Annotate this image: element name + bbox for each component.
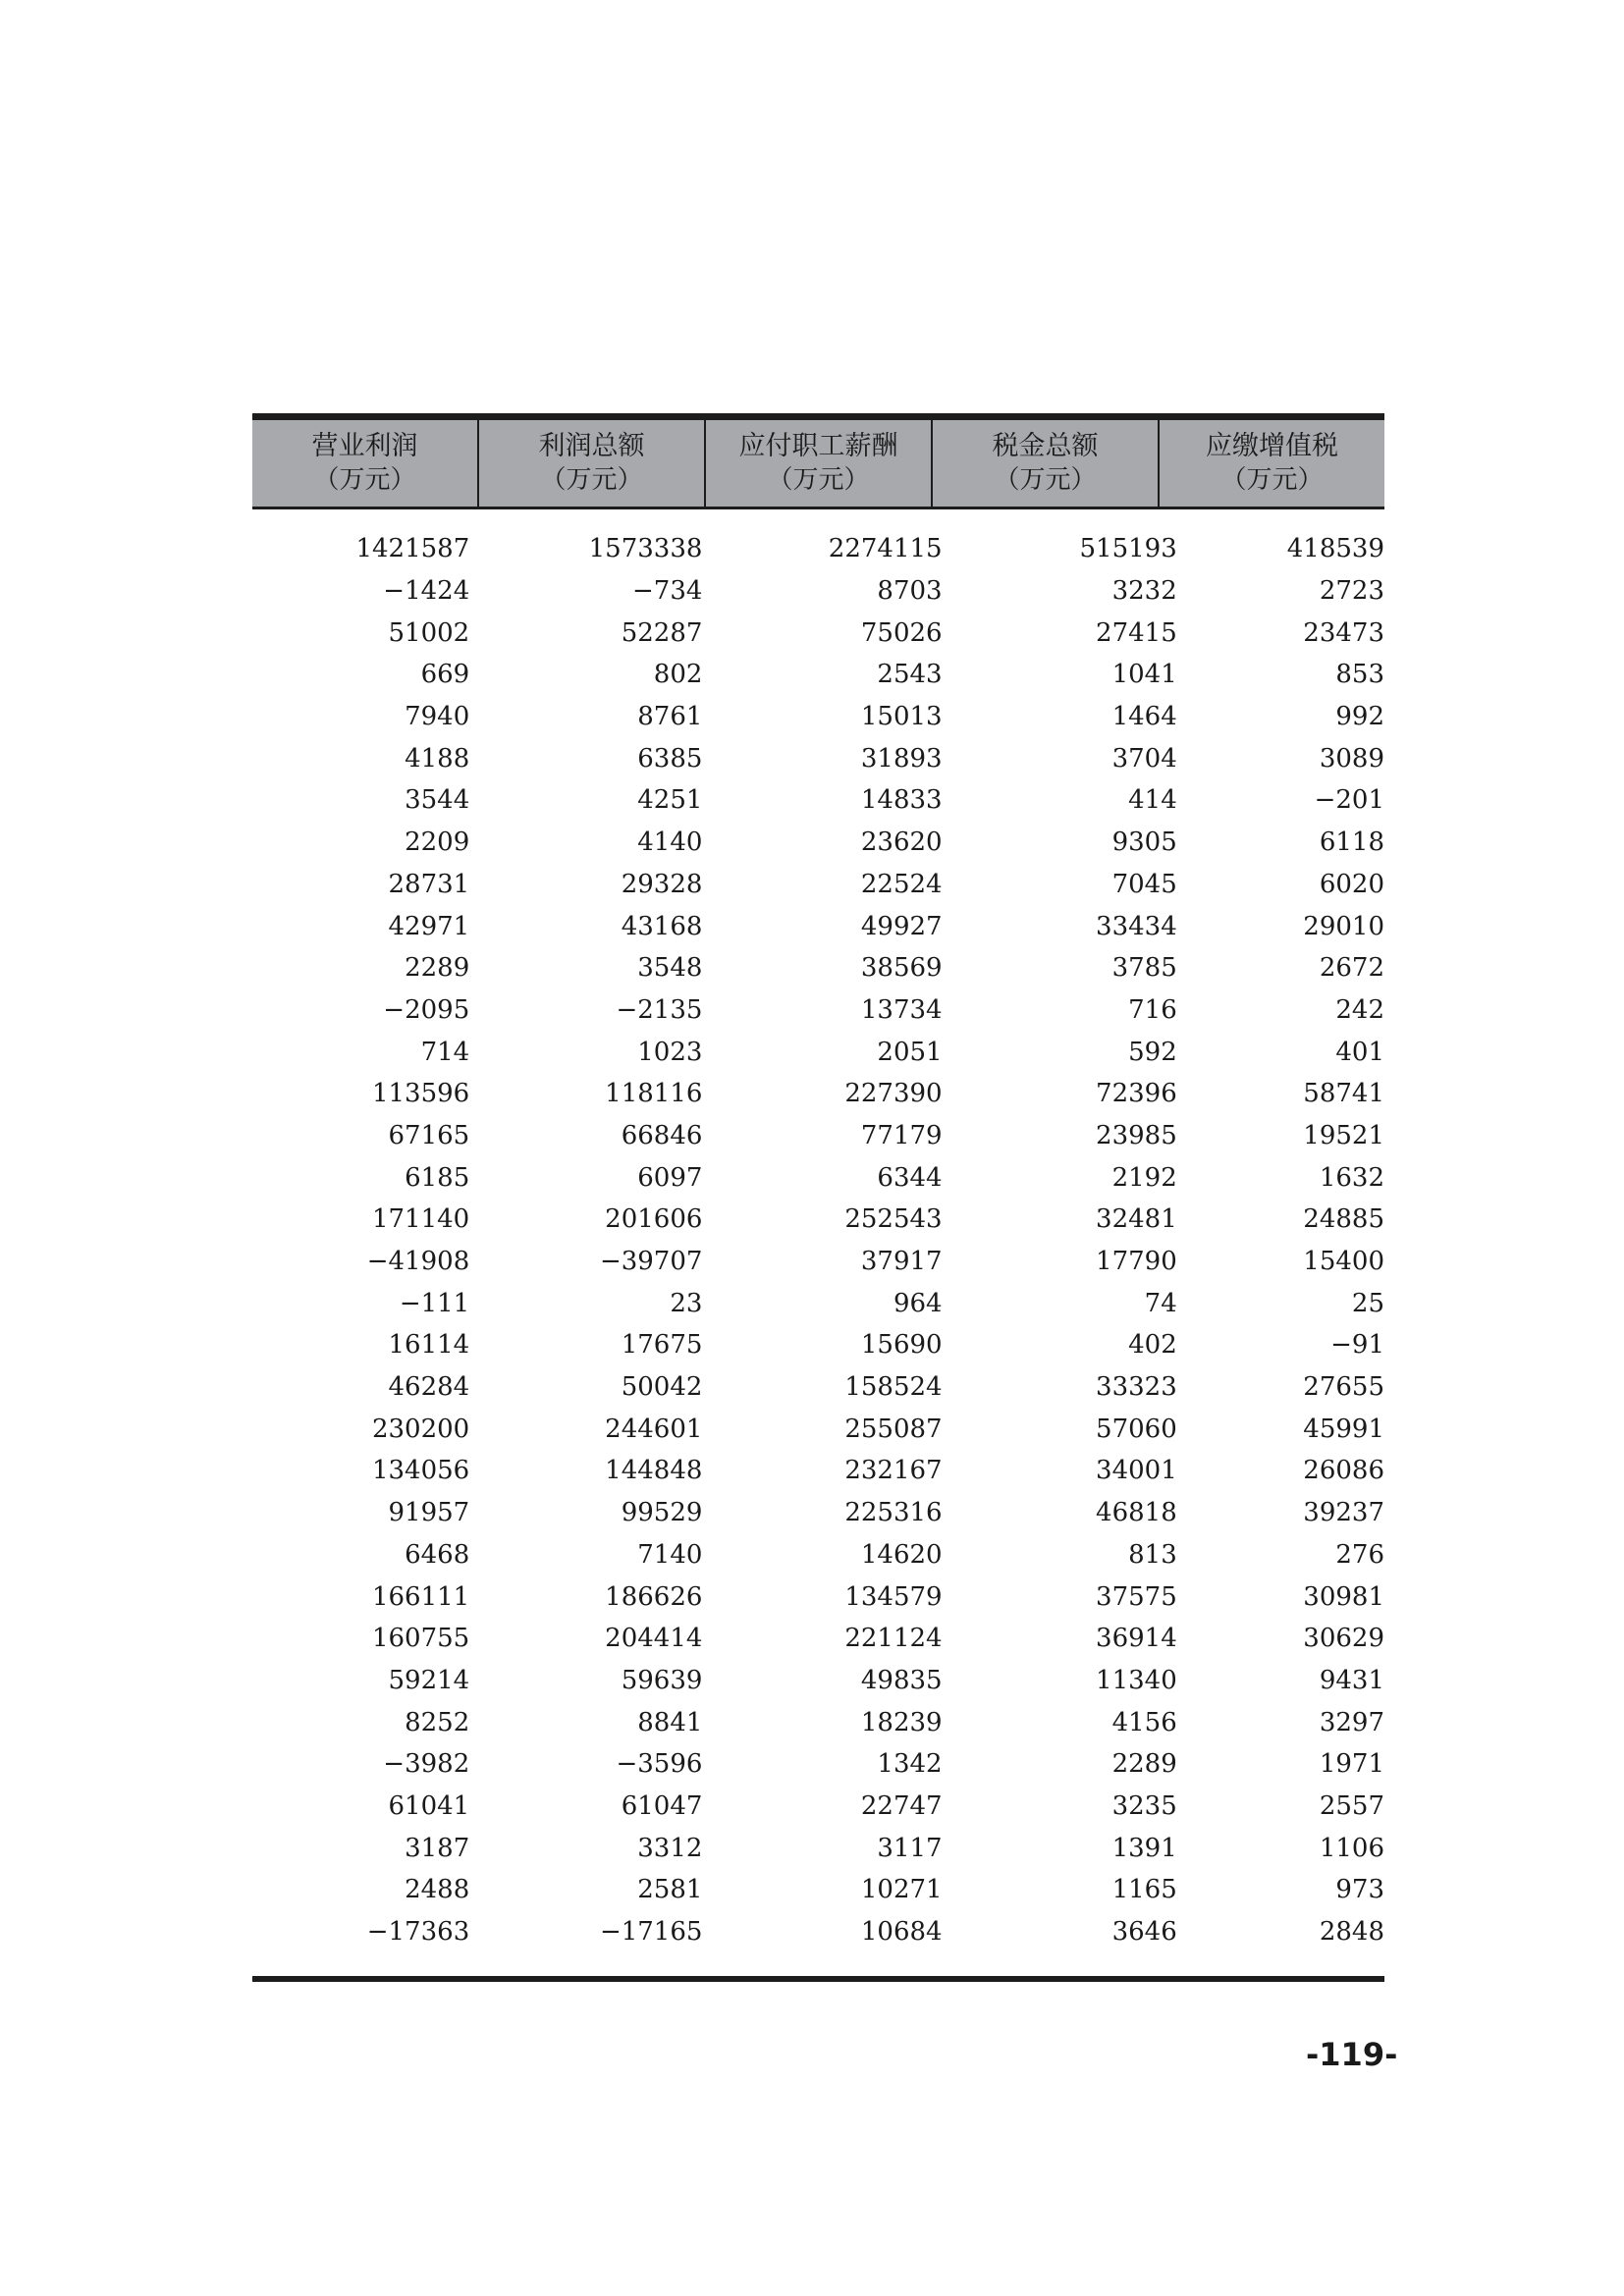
table-row <box>252 1660 1384 1702</box>
table-cell: 36914 <box>1096 1624 1177 1654</box>
table-cell: −2095 <box>383 994 470 1025</box>
table-cell: 3232 <box>1111 576 1177 607</box>
table-cell: 2581 <box>637 1875 703 1905</box>
table-cell: 2672 <box>1319 953 1385 984</box>
table-cell: 61041 <box>388 1790 470 1821</box>
table-cell: 3117 <box>877 1833 943 1863</box>
table-row <box>252 864 1384 906</box>
table-cell: 15013 <box>860 702 943 732</box>
table-cell: 30981 <box>1303 1581 1385 1612</box>
table-cell: 166111 <box>371 1581 470 1612</box>
table-row <box>252 989 1384 1032</box>
table-cell: 34001 <box>1096 1456 1177 1486</box>
table-cell: 3187 <box>405 1833 470 1863</box>
table-cell: 18239 <box>860 1707 943 1737</box>
table-cell: 4156 <box>1111 1707 1177 1737</box>
table-cell: 171140 <box>371 1204 470 1235</box>
table-cell: 61047 <box>621 1790 703 1821</box>
table-cell: 6185 <box>405 1162 470 1193</box>
table-row <box>252 1324 1384 1366</box>
table-cell: 255087 <box>844 1414 943 1444</box>
table-cell: 15690 <box>860 1330 943 1361</box>
table-row <box>252 1450 1384 1492</box>
table-cell: 99529 <box>621 1498 703 1528</box>
table-cell: 2289 <box>405 953 470 984</box>
table-cell: 19521 <box>1303 1120 1385 1150</box>
table-cell: 27415 <box>1096 617 1177 648</box>
table-cell: −111 <box>399 1288 470 1318</box>
data-table <box>252 413 1384 1982</box>
table-row <box>252 947 1384 989</box>
table-cell: 3235 <box>1111 1790 1177 1821</box>
table-cell: 186626 <box>605 1581 703 1612</box>
table-cell: 160755 <box>371 1624 470 1654</box>
table-cell: 8703 <box>877 576 943 607</box>
table-cell: 3785 <box>1111 953 1177 984</box>
table-cell: −3982 <box>383 1749 470 1780</box>
table-row <box>252 1073 1384 1115</box>
table-cell: 51002 <box>388 617 470 648</box>
table-cell: 58741 <box>1303 1079 1385 1109</box>
table-cell: 26086 <box>1303 1456 1385 1486</box>
table-cell: 33323 <box>1096 1372 1177 1403</box>
table-row <box>252 1575 1384 1618</box>
table-cell: 29328 <box>621 869 703 899</box>
table-cell: −17363 <box>366 1917 470 1948</box>
column-unit: （万元） <box>540 465 643 495</box>
table-cell: −91 <box>1330 1330 1385 1361</box>
table-row <box>252 1743 1384 1786</box>
table-header <box>252 420 1384 509</box>
table-cell: 24885 <box>1303 1204 1385 1235</box>
table-cell: 1041 <box>1111 660 1177 690</box>
table-cell: 27655 <box>1303 1372 1385 1403</box>
column-header <box>479 420 706 507</box>
table-cell: 134056 <box>371 1456 470 1486</box>
table-cell: 3297 <box>1319 1707 1385 1737</box>
table-cell: 252543 <box>844 1204 943 1235</box>
table-cell: 10271 <box>860 1875 943 1905</box>
table-cell: 6118 <box>1319 828 1385 858</box>
table-cell: 13734 <box>860 994 943 1025</box>
table-row <box>252 1869 1384 1911</box>
column-title: 营业利润 <box>311 431 418 461</box>
table-cell: 52287 <box>621 617 703 648</box>
table-row <box>252 737 1384 779</box>
bottom-rule <box>252 1976 1384 1982</box>
table-cell: 37917 <box>860 1247 943 1277</box>
table-cell: 9305 <box>1111 828 1177 858</box>
table-cell: 3544 <box>405 785 470 816</box>
table-cell: 158524 <box>844 1372 943 1403</box>
table-cell: −1424 <box>383 576 470 607</box>
table-cell: 242 <box>1335 994 1385 1025</box>
column-unit: （万元） <box>767 465 870 495</box>
table-cell: 42971 <box>388 911 470 941</box>
table-cell: 964 <box>893 1288 943 1318</box>
table-row <box>252 528 1384 570</box>
table-cell: −734 <box>632 576 703 607</box>
table-cell: 1421587 <box>355 534 470 564</box>
table-cell: 28731 <box>388 869 470 899</box>
table-cell: 6385 <box>637 743 703 774</box>
table-cell: 2488 <box>405 1875 470 1905</box>
table-cell: 77179 <box>860 1120 943 1150</box>
table-row <box>252 1408 1384 1450</box>
table-cell: 2274115 <box>828 534 943 564</box>
table-row <box>252 905 1384 947</box>
table-cell: 22747 <box>860 1790 943 1821</box>
table-cell: 6468 <box>405 1539 470 1570</box>
table-row <box>252 1492 1384 1534</box>
table-cell: 17675 <box>621 1330 703 1361</box>
table-row <box>252 570 1384 613</box>
table-cell: 32481 <box>1096 1204 1177 1235</box>
table-body <box>252 509 1384 1952</box>
table-cell: 3089 <box>1319 743 1385 774</box>
table-cell: 4188 <box>405 743 470 774</box>
table-cell: 66846 <box>621 1120 703 1150</box>
table-row <box>252 1156 1384 1199</box>
table-cell: 31893 <box>860 743 943 774</box>
column-title: 应缴增值税 <box>1206 431 1338 461</box>
table-cell: 2723 <box>1319 576 1385 607</box>
table-cell: −201 <box>1314 785 1385 816</box>
table-cell: 23620 <box>860 828 943 858</box>
table-cell: 29010 <box>1303 911 1385 941</box>
table-cell: 8761 <box>637 702 703 732</box>
table-row <box>252 612 1384 654</box>
table-cell: 134579 <box>844 1581 943 1612</box>
table-cell: 418539 <box>1286 534 1385 564</box>
table-row <box>252 1282 1384 1324</box>
table-row <box>252 1911 1384 1953</box>
table-cell: 221124 <box>844 1624 943 1654</box>
table-cell: −2135 <box>616 994 703 1025</box>
table-cell: 1342 <box>877 1749 943 1780</box>
table-cell: 23473 <box>1303 617 1385 648</box>
table-cell: 2209 <box>405 828 470 858</box>
table-cell: 8252 <box>405 1707 470 1737</box>
table-row <box>252 1366 1384 1409</box>
table-row <box>252 696 1384 738</box>
top-rule <box>252 413 1384 420</box>
table-cell: 592 <box>1128 1037 1177 1067</box>
table-cell: 59214 <box>388 1665 470 1695</box>
table-cell: 230200 <box>371 1414 470 1444</box>
table-cell: −3596 <box>616 1749 703 1780</box>
table-cell: 6097 <box>637 1162 703 1193</box>
table-cell: 2543 <box>877 660 943 690</box>
table-row <box>252 779 1384 822</box>
column-unit: （万元） <box>313 465 416 495</box>
table-cell: 118116 <box>605 1079 703 1109</box>
table-cell: 25 <box>1351 1288 1385 1318</box>
table-cell: 232167 <box>844 1456 943 1486</box>
table-row <box>252 1031 1384 1073</box>
table-cell: 7045 <box>1111 869 1177 899</box>
table-cell: 16114 <box>388 1330 470 1361</box>
table-cell: 973 <box>1335 1875 1385 1905</box>
column-header <box>1160 420 1384 507</box>
table-cell: 7140 <box>637 1539 703 1570</box>
column-header <box>933 420 1160 507</box>
table-cell: 15400 <box>1303 1247 1385 1277</box>
table-cell: 227390 <box>844 1079 943 1109</box>
table-cell: 14620 <box>860 1539 943 1570</box>
table-cell: 30629 <box>1303 1624 1385 1654</box>
table-cell: 1632 <box>1319 1162 1385 1193</box>
table-cell: 14833 <box>860 785 943 816</box>
table-cell: 3704 <box>1111 743 1177 774</box>
table-cell: 515193 <box>1079 534 1177 564</box>
table-row <box>252 1701 1384 1743</box>
column-header <box>252 420 479 507</box>
table-cell: 91957 <box>388 1498 470 1528</box>
table-cell: 49835 <box>860 1665 943 1695</box>
table-cell: 23 <box>670 1288 703 1318</box>
table-cell: 2192 <box>1111 1162 1177 1193</box>
table-cell: 6020 <box>1319 869 1385 899</box>
table-row <box>252 654 1384 696</box>
table-cell: 204414 <box>605 1624 703 1654</box>
table-cell: 2848 <box>1319 1917 1385 1948</box>
table-cell: 1391 <box>1111 1833 1177 1863</box>
table-cell: 6344 <box>877 1162 943 1193</box>
table-cell: 45991 <box>1303 1414 1385 1444</box>
table-cell: 1464 <box>1111 702 1177 732</box>
table-cell: 7940 <box>405 702 470 732</box>
table-cell: 43168 <box>621 911 703 941</box>
table-cell: 3312 <box>637 1833 703 1863</box>
table-cell: 813 <box>1128 1539 1177 1570</box>
table-cell: 1573338 <box>588 534 703 564</box>
table-cell: 8841 <box>637 1707 703 1737</box>
table-cell: 2051 <box>877 1037 943 1067</box>
table-cell: 414 <box>1128 785 1177 816</box>
table-cell: 401 <box>1335 1037 1385 1067</box>
table-cell: 244601 <box>605 1414 703 1444</box>
table-cell: 74 <box>1144 1288 1177 1318</box>
table-cell: 3646 <box>1111 1917 1177 1948</box>
table-cell: 4251 <box>637 785 703 816</box>
table-cell: 17790 <box>1096 1247 1177 1277</box>
table-cell: 23985 <box>1096 1120 1177 1150</box>
table-cell: 22524 <box>860 869 943 899</box>
table-row <box>252 1534 1384 1576</box>
table-cell: 402 <box>1128 1330 1177 1361</box>
table-cell: 2557 <box>1319 1790 1385 1821</box>
table-cell: 1106 <box>1319 1833 1385 1863</box>
column-unit: （万元） <box>994 465 1097 495</box>
table-cell: 67165 <box>388 1120 470 1150</box>
table-cell: 3548 <box>637 953 703 984</box>
table-cell: 46818 <box>1096 1498 1177 1528</box>
table-cell: 57060 <box>1096 1414 1177 1444</box>
table-cell: 46284 <box>388 1372 470 1403</box>
table-cell: 59639 <box>621 1665 703 1695</box>
table-cell: 714 <box>420 1037 470 1067</box>
table-cell: 75026 <box>860 617 943 648</box>
table-row <box>252 1115 1384 1157</box>
table-cell: 33434 <box>1096 911 1177 941</box>
table-cell: 11340 <box>1096 1665 1177 1695</box>
table-cell: 1971 <box>1319 1749 1385 1780</box>
table-cell: 38569 <box>860 953 943 984</box>
table-cell: 4140 <box>637 828 703 858</box>
table-cell: 716 <box>1128 994 1177 1025</box>
table-cell: −17165 <box>599 1917 703 1948</box>
table-cell: 72396 <box>1096 1079 1177 1109</box>
table-cell: 802 <box>653 660 703 690</box>
column-title: 应付职工薪酬 <box>738 431 898 461</box>
table-row <box>252 1199 1384 1241</box>
table-cell: 669 <box>420 660 470 690</box>
table-row <box>252 1786 1384 1828</box>
table-cell: 2289 <box>1111 1749 1177 1780</box>
table-row <box>252 822 1384 864</box>
table-cell: 50042 <box>621 1372 703 1403</box>
table-row <box>252 1827 1384 1869</box>
column-title: 利润总额 <box>538 431 645 461</box>
table-cell: 39237 <box>1303 1498 1385 1528</box>
table-cell: 113596 <box>371 1079 470 1109</box>
table-cell: 1023 <box>637 1037 703 1067</box>
table-cell: 1165 <box>1111 1875 1177 1905</box>
table-cell: 9431 <box>1319 1665 1385 1695</box>
table-cell: −39707 <box>599 1247 703 1277</box>
column-header <box>706 420 933 507</box>
table-cell: 10684 <box>860 1917 943 1948</box>
table-row <box>252 1241 1384 1283</box>
table-cell: 992 <box>1335 702 1385 732</box>
table-cell: 276 <box>1335 1539 1385 1570</box>
table-cell: 49927 <box>860 911 943 941</box>
table-cell: 37575 <box>1096 1581 1177 1612</box>
table-cell: 201606 <box>605 1204 703 1235</box>
page-number: -119- <box>1306 2036 1398 2073</box>
table-cell: −41908 <box>366 1247 470 1277</box>
column-title: 税金总额 <box>992 431 1099 461</box>
column-unit: （万元） <box>1220 465 1324 495</box>
table-cell: 853 <box>1335 660 1385 690</box>
table-cell: 225316 <box>844 1498 943 1528</box>
table-row <box>252 1618 1384 1660</box>
table-cell: 144848 <box>605 1456 703 1486</box>
